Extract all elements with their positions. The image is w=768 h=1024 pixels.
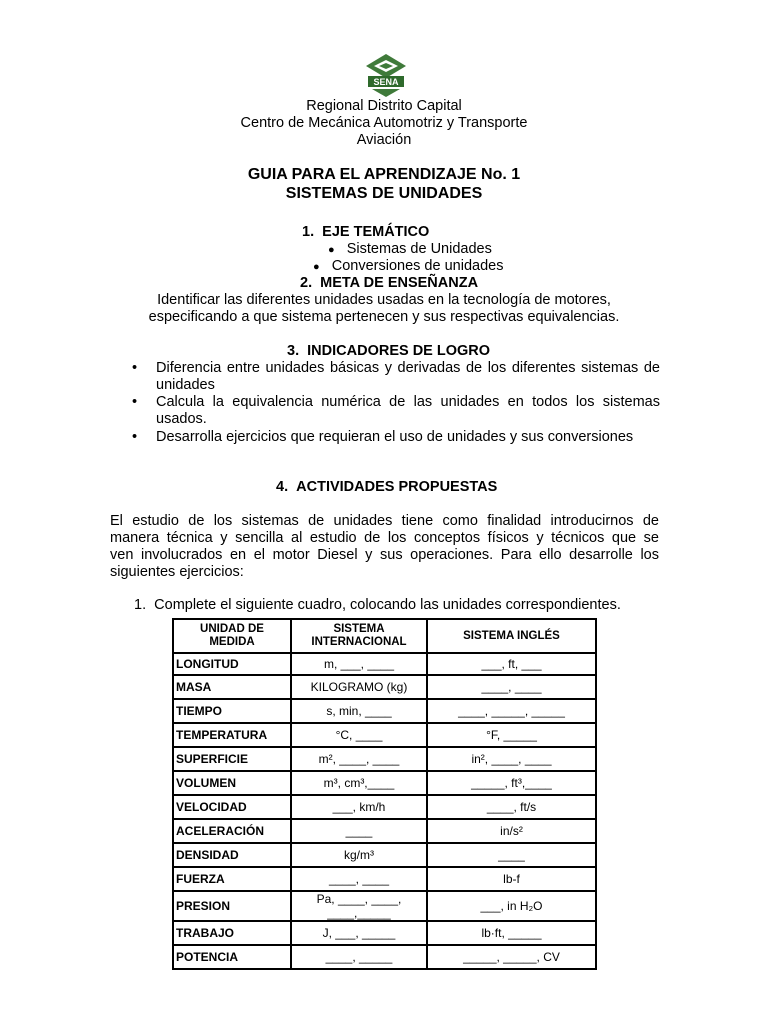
bullet-icon: ● xyxy=(313,261,320,273)
cell-en: _____, _____, CV xyxy=(427,945,596,969)
cell-en: lb·ft, _____ xyxy=(427,921,596,945)
table-row xyxy=(173,771,596,795)
table-row xyxy=(173,921,596,945)
section-3-heading xyxy=(287,343,490,360)
activities-paragraph-line: siguientes ejercicios: xyxy=(110,564,244,580)
cell-si: ____, _____ xyxy=(291,945,427,969)
cell-en: °F, _____ xyxy=(427,723,596,747)
cell-si: s, min, ____ xyxy=(291,699,427,723)
cell-si: °C, ____ xyxy=(291,723,427,747)
row-label: TRABAJO xyxy=(173,921,291,945)
table-row xyxy=(173,723,596,747)
cell-si: ____, ____ xyxy=(291,867,427,891)
row-label: MASA xyxy=(173,675,291,699)
cell-en: in/s² xyxy=(427,819,596,843)
cell-en: ____ xyxy=(427,843,596,867)
table-row xyxy=(173,945,596,969)
doc-subtitle: SISTEMAS DE UNIDADES xyxy=(285,185,483,202)
header-regional: Regional Distrito Capital xyxy=(306,98,462,114)
exercise-1 xyxy=(134,597,621,614)
section-2-heading xyxy=(300,275,478,292)
indicator-item xyxy=(132,394,660,428)
section-4-number: 4. xyxy=(276,479,289,495)
section-2-text-line: especificando a que sistema pertenecen y sus respectivas equivalencias. xyxy=(148,309,620,325)
cell-en: ____, ____ xyxy=(427,675,596,699)
section-1-item xyxy=(328,241,492,259)
cell-en: lb-f xyxy=(427,867,596,891)
cell-en: ____, ft/s xyxy=(427,795,596,819)
table-row xyxy=(173,867,596,891)
cell-si: m³, cm³,____ xyxy=(291,771,427,795)
exercise-number: 1. xyxy=(134,597,147,613)
table-row xyxy=(173,795,596,819)
doc-title: GUIA PARA EL APRENDIZAJE No. 1 xyxy=(247,166,521,183)
activities-paragraph-line: El estudio de los sistemas de unidades tiene como finalidad introducirnos de xyxy=(110,513,659,529)
table-row xyxy=(173,653,596,675)
exercise-text: Complete el siguiente cuadro, colocando las unidades correspondientes. xyxy=(154,597,621,613)
bullet-icon: • xyxy=(132,429,138,445)
cell-en: ___, in H₂O xyxy=(427,891,596,921)
row-label: DENSIDAD xyxy=(173,843,291,867)
cell-en: _____, ft³,____ xyxy=(427,771,596,795)
section-2-text-line: Identificar las diferentes unidades usadas en la tecnología de motores, xyxy=(157,292,611,308)
section-3-title: INDICADORES DE LOGRO xyxy=(307,343,491,359)
indicator-item xyxy=(132,360,660,394)
sena-logo xyxy=(362,52,410,98)
header-si: SISTEMA INTERNACIONAL xyxy=(291,619,427,653)
logo-text: SENA xyxy=(373,77,399,87)
cell-en: ___, ft, ___ xyxy=(427,653,596,675)
table-row xyxy=(173,819,596,843)
indicator-text: Diferencia entre unidades básicas y derivadas de los diferentes sistemas de unidades xyxy=(156,360,660,393)
cell-si: Pa, ____, ____, ____,_____ xyxy=(291,891,427,921)
section-1-item xyxy=(313,258,503,276)
indicator-text: Calcula la equivalencia numérica de las unidades en todos los sistemas usados. xyxy=(156,394,660,427)
row-label: POTENCIA xyxy=(173,945,291,969)
header-aviacion: Aviación xyxy=(356,132,412,148)
cell-si: J, ___, _____ xyxy=(291,921,427,945)
section-4-heading xyxy=(276,479,497,496)
cell-si: ___, km/h xyxy=(291,795,427,819)
header-en: SISTEMA INGLÉS xyxy=(427,619,596,653)
row-label: ACELERACIÓN xyxy=(173,819,291,843)
section-1-title: EJE TEMÁTICO xyxy=(322,224,430,240)
row-label: PRESION xyxy=(173,891,291,921)
activities-paragraph-line: ven involucrados en el motor Diesel y sus operaciones. Para ello desarrolle los xyxy=(110,547,659,563)
cell-si: ____ xyxy=(291,819,427,843)
activities-paragraph-line: manera técnica y sencilla al estudio de los conceptos físicos y técnicos que se xyxy=(110,530,659,546)
indicator-text: Desarrolla ejercicios que requieran el uso de unidades y sus conversiones xyxy=(156,429,634,445)
table-row xyxy=(173,891,596,921)
section-1-number: 1. xyxy=(302,224,315,240)
section-1-item-text: Conversiones de unidades xyxy=(331,258,504,274)
cell-si: m², ____, ____ xyxy=(291,747,427,771)
indicator-item xyxy=(132,429,660,463)
header-centro: Centro de Mecánica Automotriz y Transporte xyxy=(240,115,528,131)
row-label: TIEMPO xyxy=(173,699,291,723)
table-row xyxy=(173,675,596,699)
section-2-number: 2. xyxy=(300,275,313,291)
row-label: VELOCIDAD xyxy=(173,795,291,819)
table-row xyxy=(173,747,596,771)
table-header-row xyxy=(173,619,596,653)
cell-si: m, ___, ____ xyxy=(291,653,427,675)
bullet-icon: • xyxy=(132,360,138,376)
section-1-item-text: Sistemas de Unidades xyxy=(346,241,492,257)
table-row xyxy=(173,699,596,723)
row-label: LONGITUD xyxy=(173,653,291,675)
row-label: VOLUMEN xyxy=(173,771,291,795)
cell-en: in², ____, ____ xyxy=(427,747,596,771)
cell-si: KILOGRAMO (kg) xyxy=(291,675,427,699)
row-label: TEMPERATURA xyxy=(173,723,291,747)
cell-en: ____, _____, _____ xyxy=(427,699,596,723)
cell-si: kg/m³ xyxy=(291,843,427,867)
header-unidad: UNIDAD DE MEDIDA xyxy=(173,619,291,653)
bullet-icon: • xyxy=(132,394,138,410)
section-2-title: META DE ENSEÑANZA xyxy=(320,275,479,291)
section-4-title: ACTIVIDADES PROPUESTAS xyxy=(296,479,498,495)
section-3-number: 3. xyxy=(287,343,300,359)
section-1-heading xyxy=(302,224,429,241)
units-table xyxy=(172,618,597,970)
row-label: SUPERFICIE xyxy=(173,747,291,771)
row-label: FUERZA xyxy=(173,867,291,891)
table-row xyxy=(173,843,596,867)
bullet-icon: ● xyxy=(328,244,335,256)
